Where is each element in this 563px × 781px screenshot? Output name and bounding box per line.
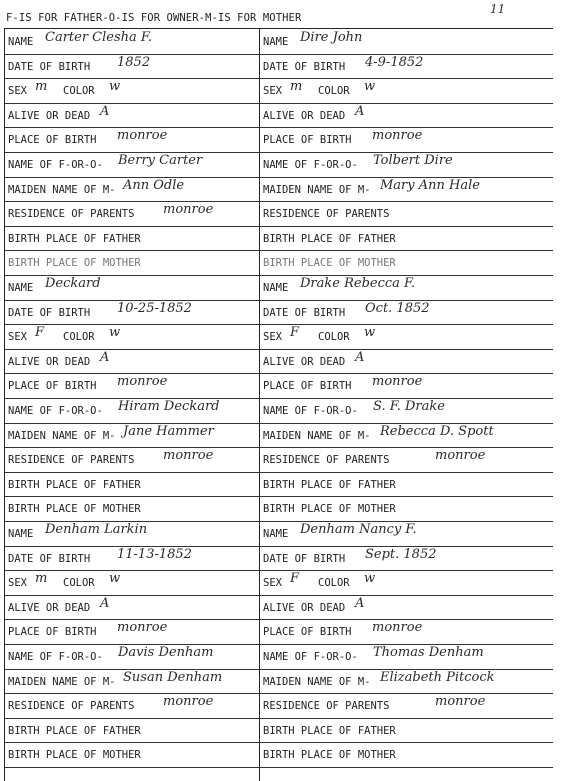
maiden-value: Elizabeth Pitcock [380, 669, 495, 685]
color-value: w [109, 571, 121, 587]
field-label: BIRTH PLACE OF FATHER [263, 478, 396, 491]
left-cell-sex [5, 570, 258, 595]
color-value: w [364, 79, 376, 95]
sex-value: F [290, 325, 300, 341]
record-row-dob [5, 546, 553, 572]
alive-value: A [100, 349, 110, 365]
field-label: BIRTH PLACE OF MOTHER [263, 749, 396, 762]
pob-value: monroe [117, 128, 168, 144]
maiden-value: Rebecca D. Spott [380, 423, 494, 439]
sex-value: m [35, 571, 48, 587]
residence-value: monroe [163, 448, 214, 464]
alive-value: A [355, 103, 365, 119]
record-row-bpm [5, 742, 553, 768]
right-cell-maiden [260, 669, 552, 694]
right-cell-fo [260, 644, 552, 669]
field-label: BIRTH PLACE OF MOTHER [263, 503, 396, 516]
maiden-value: Susan Denham [123, 669, 223, 685]
field-label: RESIDENCE OF PARENTS [8, 454, 135, 467]
right-cell-maiden [260, 177, 552, 202]
right-cell-sex [260, 570, 552, 595]
field-label: SEX [263, 331, 282, 344]
maiden-value: Ann Odle [123, 177, 185, 193]
right-cell-dob [260, 546, 552, 571]
left-cell-sex [5, 78, 258, 103]
color-label: COLOR [318, 577, 350, 590]
fo-value: Thomas Denham [373, 645, 484, 660]
record-row-residence [5, 201, 553, 227]
field-label: ALIVE OR DEAD [8, 355, 91, 368]
field-label: NAME [8, 282, 34, 294]
field-label: PLACE OF BIRTH [8, 626, 97, 639]
fo-value: Davis Denham [118, 645, 214, 660]
left-cell-dob [5, 300, 258, 325]
record-row-maiden [5, 177, 553, 203]
sex-value: F [290, 571, 300, 587]
left-cell-fo [5, 152, 258, 177]
pob-value: monroe [117, 620, 168, 636]
right-cell-alive [260, 349, 552, 374]
field-label: ALIVE OR DEAD [8, 109, 91, 122]
record-row-sex [5, 324, 553, 350]
left-cell-residence [5, 693, 258, 718]
right-cell-sex [260, 78, 552, 103]
color-label: COLOR [63, 85, 95, 98]
field-label: BIRTH PLACE OF FATHER [8, 724, 141, 737]
left-cell-bpf [5, 226, 258, 251]
right-cell-pob [260, 127, 552, 152]
form-header: F-IS FOR FATHER-O-IS FOR OWNER-M-IS FOR MOTHER [6, 12, 302, 24]
fo-value: Berry Carter [118, 153, 203, 168]
sex-value: F [35, 325, 45, 341]
field-label: PLACE OF BIRTH [263, 626, 352, 639]
right-cell-sex [260, 324, 552, 349]
field-label: SEX [263, 85, 282, 98]
right-cell-bpm [260, 496, 552, 521]
field-label: SEX [263, 577, 282, 590]
field-label: RESIDENCE OF PARENTS [263, 454, 390, 467]
record-row-bpm [5, 250, 553, 276]
residence-value: monroe [435, 694, 486, 710]
field-label: NAME OF F-OR-O- [8, 651, 103, 663]
pob-value: monroe [372, 374, 423, 390]
field-label: PLACE OF BIRTH [8, 134, 97, 147]
record-row-maiden [5, 423, 553, 449]
field-label: NAME [263, 528, 289, 540]
pob-value: monroe [117, 374, 168, 390]
left-cell-bpf [5, 472, 258, 497]
left-cell-maiden [5, 669, 258, 694]
name-value: Dire John [300, 30, 363, 45]
record-row-alive [5, 595, 553, 621]
alive-value: A [355, 595, 365, 611]
name-value: Deckard [45, 276, 101, 291]
record-row-sex [5, 570, 553, 596]
field-label: RESIDENCE OF PARENTS [8, 208, 135, 221]
field-label: DATE OF BIRTH [8, 306, 91, 319]
left-cell-bpf [5, 718, 258, 743]
right-cell-name [260, 29, 552, 54]
right-cell-pob [260, 373, 552, 398]
right-cell-bpf [260, 226, 552, 251]
name-value: Drake Rebecca F. [300, 276, 416, 291]
record-row-bpm [5, 496, 553, 522]
field-label: PLACE OF BIRTH [263, 380, 352, 393]
record-row-alive [5, 103, 553, 129]
right-cell-name [260, 521, 552, 546]
record-row-alive [5, 349, 553, 375]
left-cell-residence [5, 201, 258, 226]
left-cell-name [5, 275, 258, 300]
field-label: NAME [263, 36, 289, 48]
right-cell-dob [260, 300, 552, 325]
dob-value: 1852 [117, 54, 151, 70]
record-row-fo [5, 644, 553, 670]
record-row-pob [5, 619, 553, 645]
fo-value: Hiram Deckard [118, 399, 220, 414]
field-label: SEX [8, 577, 27, 590]
left-cell-dob [5, 546, 258, 571]
right-cell-bpf [260, 718, 552, 743]
record-row-name [5, 275, 553, 301]
fo-value: Tolbert Dire [373, 153, 453, 168]
field-label: ALIVE OR DEAD [8, 601, 91, 614]
field-label: NAME OF F-OR-O- [263, 651, 358, 663]
left-cell-fo [5, 644, 258, 669]
field-label: PLACE OF BIRTH [8, 380, 97, 393]
record-row-pob [5, 127, 553, 153]
record-row-dob [5, 300, 553, 326]
residence-value: monroe [435, 448, 486, 464]
record-row-fo [5, 398, 553, 424]
field-label: BIRTH PLACE OF FATHER [8, 232, 141, 245]
left-cell-maiden [5, 177, 258, 202]
field-label: MAIDEN NAME OF M- [8, 675, 116, 688]
right-cell-residence [260, 201, 552, 226]
maiden-value: Mary Ann Hale [380, 177, 480, 193]
field-label: ALIVE OR DEAD [263, 355, 346, 368]
left-cell-dob [5, 54, 258, 79]
field-label: BIRTH PLACE OF MOTHER [8, 503, 141, 516]
sex-value: m [35, 79, 48, 95]
field-label: MAIDEN NAME OF M- [8, 429, 116, 442]
left-cell-bpm [5, 742, 258, 767]
right-cell-pob [260, 619, 552, 644]
right-cell-bpf [260, 472, 552, 497]
field-label: MAIDEN NAME OF M- [263, 429, 371, 442]
name-value: Denham Larkin [45, 522, 148, 537]
right-cell-residence [260, 693, 552, 718]
color-value: w [364, 571, 376, 587]
left-cell-alive [5, 103, 258, 128]
pob-value: monroe [372, 620, 423, 636]
field-label: NAME OF F-OR-O- [8, 405, 103, 417]
field-label: NAME [263, 282, 289, 294]
field-label: NAME [8, 528, 34, 540]
left-cell-maiden [5, 423, 258, 448]
left-cell-pob [5, 619, 258, 644]
left-cell-alive [5, 349, 258, 374]
color-label: COLOR [63, 577, 95, 590]
page-number: 11 [490, 2, 506, 16]
field-label: BIRTH PLACE OF FATHER [8, 478, 141, 491]
field-label: NAME OF F-OR-O- [8, 159, 103, 171]
residence-value: monroe [163, 202, 214, 218]
left-cell-sex [5, 324, 258, 349]
field-label: SEX [8, 85, 27, 98]
name-value: Denham Nancy F. [300, 522, 417, 537]
field-label: MAIDEN NAME OF M- [263, 675, 371, 688]
alive-value: A [100, 103, 110, 119]
alive-value: A [355, 349, 365, 365]
record-row-fo [5, 152, 553, 178]
right-cell-fo [260, 398, 552, 423]
right-cell-dob [260, 54, 552, 79]
field-label: BIRTH PLACE OF FATHER [263, 724, 396, 737]
right-cell-residence [260, 447, 552, 472]
field-label: DATE OF BIRTH [8, 60, 91, 73]
color-label: COLOR [318, 331, 350, 344]
field-label: ALIVE OR DEAD [263, 601, 346, 614]
right-cell-bpm [260, 250, 552, 275]
field-label: NAME OF F-OR-O- [263, 405, 358, 417]
field-label: BIRTH PLACE OF MOTHER [8, 257, 141, 270]
pob-value: monroe [372, 128, 423, 144]
right-cell-alive [260, 595, 552, 620]
field-label: BIRTH PLACE OF FATHER [263, 232, 396, 245]
right-cell-fo [260, 152, 552, 177]
field-label: RESIDENCE OF PARENTS [263, 700, 390, 713]
color-label: COLOR [63, 331, 95, 344]
record-row-residence [5, 693, 553, 719]
field-label: PLACE OF BIRTH [263, 134, 352, 147]
color-value: w [109, 79, 121, 95]
alive-value: A [100, 595, 110, 611]
dob-value: Oct. 1852 [365, 300, 430, 316]
field-label: RESIDENCE OF PARENTS [8, 700, 135, 713]
left-cell-bpm [5, 250, 258, 275]
record-row-residence [5, 447, 553, 473]
field-label: DATE OF BIRTH [263, 306, 346, 319]
record-row-name [5, 29, 553, 55]
field-label: DATE OF BIRTH [8, 552, 91, 565]
record-row-maiden [5, 669, 553, 695]
color-label: COLOR [318, 85, 350, 98]
field-label: SEX [8, 331, 27, 344]
maiden-value: Jane Hammer [123, 423, 214, 439]
left-cell-alive [5, 595, 258, 620]
field-label: BIRTH PLACE OF MOTHER [263, 257, 396, 270]
field-label: DATE OF BIRTH [263, 60, 346, 73]
right-cell-name [260, 275, 552, 300]
field-label: NAME OF F-OR-O- [263, 159, 358, 171]
left-cell-name [5, 29, 258, 54]
field-label: NAME [8, 36, 34, 48]
field-label: BIRTH PLACE OF MOTHER [8, 749, 141, 762]
field-label: ALIVE OR DEAD [263, 109, 346, 122]
left-cell-bpm [5, 496, 258, 521]
record-row-bpf [5, 718, 553, 744]
right-cell-alive [260, 103, 552, 128]
residence-value: monroe [163, 694, 214, 710]
field-label: MAIDEN NAME OF M- [8, 183, 116, 196]
left-cell-fo [5, 398, 258, 423]
record-row-sex [5, 78, 553, 104]
dob-value: 4-9-1852 [365, 54, 424, 70]
sex-value: m [290, 79, 303, 95]
record-row-dob [5, 54, 553, 80]
field-label: MAIDEN NAME OF M- [263, 183, 371, 196]
right-cell-bpm [260, 742, 552, 767]
left-cell-residence [5, 447, 258, 472]
color-value: w [364, 325, 376, 341]
record-row-pob [5, 373, 553, 399]
right-cell-maiden [260, 423, 552, 448]
record-row-bpf [5, 226, 553, 252]
field-label: DATE OF BIRTH [263, 552, 346, 565]
left-cell-name [5, 521, 258, 546]
record-row-bpf [5, 472, 553, 498]
record-grid [4, 28, 553, 781]
left-cell-pob [5, 373, 258, 398]
field-label: RESIDENCE OF PARENTS [263, 208, 390, 221]
left-cell-pob [5, 127, 258, 152]
color-value: w [109, 325, 121, 341]
dob-value: 10-25-1852 [117, 300, 192, 316]
dob-value: 11-13-1852 [117, 546, 192, 562]
name-value: Carter Clesha F. [45, 30, 153, 45]
dob-value: Sept. 1852 [365, 546, 437, 562]
record-row-name [5, 521, 553, 547]
fo-value: S. F. Drake [373, 399, 445, 414]
